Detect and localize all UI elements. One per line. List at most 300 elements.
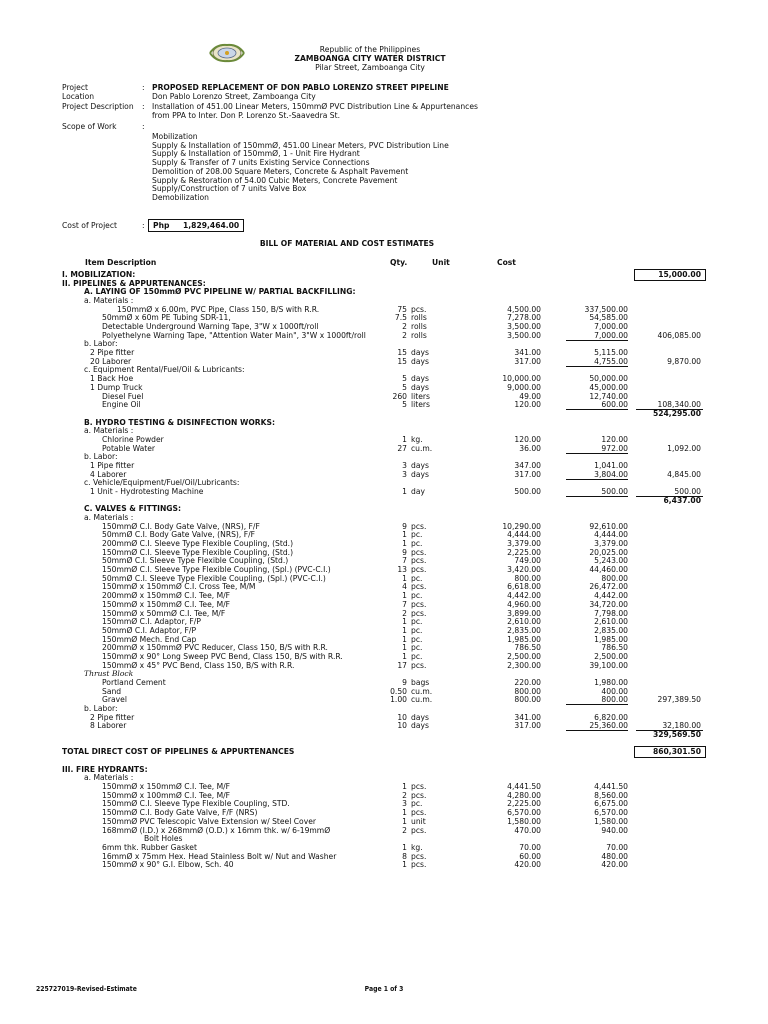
- row-description: 1 Dump Truck: [90, 382, 143, 392]
- row-amount: 800.00: [601, 695, 628, 705]
- row-unit: pcs.: [411, 808, 427, 818]
- row-description: 200mmØ x 150mmØ PVC Reducer, Class 150, B/S with R.R.: [102, 643, 328, 653]
- row-unit: days: [411, 348, 429, 358]
- row-amount: 600.00: [601, 400, 628, 410]
- row-quantity: 10: [397, 721, 407, 731]
- row-unit-cost: 341.00: [514, 712, 541, 722]
- agency-address: Pilar Street, Zamboanga City: [315, 63, 425, 72]
- row-amount: 2,610.00: [594, 617, 628, 627]
- row-amount: 420.00: [601, 860, 628, 870]
- row-unit-cost: 2,300.00: [507, 660, 541, 670]
- row-quantity: 260: [392, 391, 407, 401]
- row-unit-cost: 3,379.00: [507, 539, 541, 549]
- row-unit-cost: 10,000.00: [502, 374, 541, 384]
- amount-underline: [566, 730, 628, 731]
- row-unit: pcs.: [411, 851, 427, 861]
- row-quantity: 1: [402, 782, 407, 792]
- scope-item: Supply & Transfer of 7 units Existing Service Connections: [152, 158, 370, 168]
- row-amount: 3,804.00: [594, 469, 628, 479]
- row-amount: 92,610.00: [589, 521, 628, 531]
- row-quantity: 1: [402, 617, 407, 627]
- project-value: PROPOSED REPLACEMENT OF DON PABLO LORENZO STREET PIPELINE: [152, 83, 449, 92]
- row-unit: rolls: [411, 313, 427, 323]
- row-unit-cost: 786.50: [514, 643, 541, 653]
- row-amount: 1,041.00: [594, 460, 628, 470]
- row-amount: 4,442.00: [594, 591, 628, 601]
- row-description: 2 Pipe fitter: [90, 348, 135, 358]
- row-description: Gravel: [102, 695, 127, 705]
- row-unit-cost: 341.00: [514, 348, 541, 358]
- row-quantity: 1: [402, 651, 407, 661]
- row-description: 1 Unit - Hydrotesting Machine: [90, 487, 204, 496]
- subtotal-box: [634, 746, 706, 758]
- row-quantity: 10: [397, 712, 407, 722]
- row-amount: 972.00: [601, 443, 628, 453]
- row-unit-cost: 470.00: [514, 825, 541, 835]
- row-quantity: 1: [402, 591, 407, 601]
- row-quantity: 17: [397, 660, 407, 670]
- colon: :: [142, 83, 145, 92]
- row-description: Engine Oil: [102, 400, 141, 410]
- row-unit: cu.m.: [411, 443, 433, 453]
- scope-item: Demobilization: [152, 192, 209, 202]
- row-unit-cost: 4,444.00: [507, 530, 541, 540]
- row-quantity: 1: [402, 573, 407, 583]
- row-amount: 50,000.00: [589, 374, 628, 384]
- amount-underline: [566, 409, 628, 410]
- row-unit: pc.: [411, 617, 423, 627]
- amount-underline: [566, 366, 628, 367]
- row-unit-cost: 1,985.00: [507, 634, 541, 644]
- row-quantity: 1: [402, 625, 407, 635]
- row-amount: 20,025.00: [589, 547, 628, 557]
- row-amount: 120.00: [601, 434, 628, 444]
- row-description: 1 Back Hoe: [90, 374, 134, 384]
- cost-label: Cost of Project: [62, 221, 118, 230]
- row-description: a. Materials :: [84, 773, 134, 783]
- row-unit: pcs.: [411, 547, 427, 557]
- row-unit-cost: 800.00: [514, 686, 541, 696]
- row-amount: 786.50: [601, 643, 628, 653]
- row-unit-cost: 800.00: [514, 573, 541, 583]
- row-amount: 2,835.00: [594, 625, 628, 635]
- row-unit: pc.: [411, 573, 423, 583]
- row-amount: 39,100.00: [589, 660, 628, 670]
- row-description: 150mmØ x 150mmØ C.I. Cross Tee, M/M: [102, 582, 256, 592]
- row-description: 150mmØ C.I. Sleeve Type Flexible Coupling, (Std.): [102, 547, 294, 557]
- row-description: 150mmØ C.I. Sleeve Type Flexible Coupling, STD.: [102, 799, 290, 809]
- project-label: Project: [62, 83, 88, 92]
- row-description: Thrust Block: [84, 669, 134, 679]
- row-amount: 70.00: [606, 842, 628, 852]
- col-head-unit: Unit: [432, 258, 450, 267]
- row-unit-cost: 220.00: [514, 677, 541, 687]
- row-unit-cost: 4,960.00: [507, 599, 541, 609]
- row-description: I. MOBILIZATION:: [62, 270, 136, 279]
- row-description: III. FIRE HYDRANTS:: [62, 764, 148, 774]
- row-description: A. LAYING OF 150mmØ PVC PIPELINE W/ PARTIAL BACKFILLING:: [84, 287, 356, 297]
- row-quantity: 2: [402, 330, 407, 340]
- row-unit: pcs.: [411, 608, 427, 618]
- row-unit-cost: 4,442.00: [507, 591, 541, 601]
- row-description: 50mmØ x 60m PE Tubing SDR-11,: [102, 313, 231, 323]
- row-description: c. Vehicle/Equipment/Fuel/Oil/Lubricants:: [84, 478, 240, 488]
- row-quantity: 1: [402, 434, 407, 444]
- row-amount: 1,580.00: [594, 816, 628, 826]
- row-description: 150mmØ x 6.00m, PVC Pipe, Class 150, B/S with R.R.: [117, 304, 320, 314]
- colon: :: [142, 122, 145, 131]
- row-unit-cost: 6,570.00: [507, 808, 541, 818]
- scope-item: Supply & Installation of 150mmØ, 1 - Unit Fire Hydrant: [152, 149, 360, 159]
- row-unit-cost: 3,500.00: [507, 322, 541, 332]
- row-unit: pc.: [411, 634, 423, 644]
- row-unit: days: [411, 460, 429, 470]
- row-amount: 6,675.00: [594, 799, 628, 809]
- row-unit-cost: 3,420.00: [507, 565, 541, 575]
- row-quantity: 3: [402, 460, 407, 470]
- row-amount: 12,740.00: [589, 391, 628, 401]
- row-unit: pc.: [411, 643, 423, 653]
- row-quantity: 9: [402, 677, 407, 687]
- row-unit: pcs.: [411, 521, 427, 531]
- row-quantity: 75: [397, 304, 407, 314]
- row-quantity: 2: [402, 322, 407, 332]
- row-quantity: 1: [402, 842, 407, 852]
- row-amount: 4,441.50: [594, 782, 628, 792]
- row-subtotal: 108,340.00: [657, 400, 701, 410]
- row-unit: pcs.: [411, 782, 427, 792]
- subtotal-box: [634, 269, 706, 281]
- row-unit-cost: 3,899.00: [507, 608, 541, 618]
- row-amount: 500.00: [601, 487, 628, 496]
- row-description: Bolt Holes: [144, 834, 183, 844]
- col-head-item: Item Description: [85, 258, 157, 267]
- scope-item: Supply & Restoration of 54.00 Cubic Meters, Concrete Pavement: [152, 175, 398, 185]
- amount-underline: [566, 496, 628, 497]
- row-amount: 337,500.00: [584, 304, 628, 314]
- project-cost-value: 1,829,464.00: [183, 221, 240, 230]
- row-amount: 7,000.00: [594, 330, 628, 340]
- row-unit-cost: 6,618.00: [507, 582, 541, 592]
- scope-item: Supply/Construction of 7 units Valve Box: [152, 184, 307, 194]
- amount-underline: [566, 340, 628, 341]
- row-unit-cost: 347.00: [514, 460, 541, 470]
- row-unit-cost: 120.00: [514, 400, 541, 410]
- row-unit: kg.: [411, 842, 423, 852]
- scope-item: Demolition of 208.00 Square Meters, Concrete & Asphalt Pavement: [152, 166, 409, 176]
- row-unit: liters: [411, 400, 430, 410]
- row-quantity: 1: [402, 808, 407, 818]
- row-amount: 7,798.00: [594, 608, 628, 618]
- table-title: BILL OF MATERIAL AND COST ESTIMATES: [259, 239, 435, 248]
- row-subtotal: 297,389.50: [657, 695, 701, 705]
- republic-line: Republic of the Philippines: [319, 45, 421, 54]
- amount-underline: [566, 479, 628, 480]
- footer-document-id: 225727019-Revised-Estimate: [36, 985, 137, 993]
- row-amount: 1,980.00: [594, 677, 628, 687]
- row-unit-cost: 70.00: [519, 842, 541, 852]
- row-quantity: 1: [402, 530, 407, 540]
- row-unit: day: [411, 487, 425, 496]
- footer-page-number: Page 1 of 3: [364, 985, 404, 993]
- row-unit-cost: 120.00: [514, 434, 541, 444]
- row-unit: rolls: [411, 330, 427, 340]
- row-unit: unit: [411, 816, 426, 826]
- row-unit-cost: 49.00: [519, 391, 541, 401]
- description-value-line2: from PPA to Inter. Don P. Lorenzo St.-Saavedra St.: [152, 111, 340, 120]
- row-subtotal: 15,000.00: [658, 270, 701, 279]
- row-quantity: 5: [402, 374, 407, 384]
- row-quantity: 1: [402, 634, 407, 644]
- row-amount: 3,379.00: [594, 539, 628, 549]
- row-quantity: 15: [397, 356, 407, 366]
- row-amount: 4,444.00: [594, 530, 628, 540]
- row-description: 50mmØ C.I. Sleeve Type Flexible Coupling, (Std.): [102, 556, 289, 566]
- row-description: c. Equipment Rental/Fuel/Oil & Lubricants:: [84, 365, 245, 375]
- row-unit: days: [411, 356, 429, 366]
- row-description: 2 Pipe fitter: [90, 712, 135, 722]
- row-amount: 400.00: [601, 686, 628, 696]
- row-description: a. Materials :: [84, 513, 134, 523]
- row-unit: pcs.: [411, 660, 427, 670]
- row-quantity: 7: [402, 599, 407, 609]
- row-subtotal: 9,870.00: [667, 356, 701, 366]
- row-quantity: 1: [402, 860, 407, 870]
- row-unit: rolls: [411, 322, 427, 332]
- row-quantity: 1: [402, 643, 407, 653]
- row-subtotal: 500.00: [674, 487, 701, 496]
- row-amount: 940.00: [601, 825, 628, 835]
- row-amount: 7,000.00: [594, 322, 628, 332]
- row-unit: pc.: [411, 539, 423, 549]
- row-unit: pcs.: [411, 565, 427, 575]
- row-unit-cost: 2,610.00: [507, 617, 541, 627]
- row-amount: 4,755.00: [594, 356, 628, 366]
- row-quantity: 15: [397, 348, 407, 358]
- row-quantity: 9: [402, 547, 407, 557]
- description-label: Project Description: [62, 102, 134, 111]
- row-unit: days: [411, 721, 429, 731]
- row-amount: 45,000.00: [589, 382, 628, 392]
- row-unit-cost: 1,580.00: [507, 816, 541, 826]
- row-quantity: 13: [397, 565, 407, 575]
- row-quantity: 5: [402, 382, 407, 392]
- row-amount: 1,985.00: [594, 634, 628, 644]
- row-unit-cost: 317.00: [514, 469, 541, 479]
- row-description: II. PIPELINES & APPURTENANCES:: [62, 278, 206, 288]
- row-unit-cost: 317.00: [514, 721, 541, 731]
- row-amount: 5,115.00: [594, 348, 628, 358]
- row-amount: 6,820.00: [594, 712, 628, 722]
- row-description: 150mmØ x 45° PVC Bend, Class 150, B/S with R.R.: [102, 660, 295, 670]
- row-unit-cost: 500.00: [514, 487, 541, 496]
- row-subtotal: 6,437.00: [663, 495, 701, 505]
- row-description: Portland Cement: [102, 677, 166, 687]
- row-amount: 5,243.00: [594, 556, 628, 566]
- location-value: Don Pablo Lorenzo Street, Zamboanga City: [152, 92, 316, 101]
- row-description: Diesel Fuel: [102, 391, 144, 401]
- row-description: 8 Laborer: [90, 721, 127, 731]
- row-quantity: 4: [402, 582, 407, 592]
- zcwd-seal-logo: [208, 42, 246, 64]
- amount-underline: [566, 704, 628, 705]
- row-description: 50mmØ C.I. Adaptor, F/P: [102, 625, 197, 635]
- row-subtotal: 524,295.00: [652, 408, 701, 418]
- row-unit: days: [411, 712, 429, 722]
- row-unit-cost: 36.00: [519, 443, 541, 453]
- row-unit: bags: [411, 677, 430, 687]
- row-unit: pc.: [411, 625, 423, 635]
- row-description: 16mmØ x 75mm Hex. Head Stainless Bolt w/ Nut and Washer: [102, 851, 337, 861]
- row-unit: pcs.: [411, 304, 427, 314]
- row-quantity: 3: [402, 799, 407, 809]
- row-description: 150mmØ C.I. Body Gate Valve, F/F (NRS): [102, 808, 258, 818]
- row-subtotal: 329,569.50: [652, 730, 701, 740]
- row-amount: 800.00: [601, 573, 628, 583]
- row-quantity: 9: [402, 521, 407, 531]
- row-quantity: 7: [402, 556, 407, 566]
- row-subtotal: 32,180.00: [662, 721, 701, 731]
- row-description: 150mmØ C.I. Body Gate Valve, (NRS), F/F: [102, 521, 260, 531]
- row-subtotal: 860,301.50: [652, 747, 701, 757]
- row-description: 168mmØ (I.D.) x 268mmØ (O.D.) x 16mm thk. w/ 6-19mmØ: [102, 825, 331, 835]
- row-description: 200mmØ x 150mmØ C.I. Tee, M/F: [102, 591, 231, 601]
- row-quantity: 0.50: [390, 686, 407, 696]
- row-quantity: 1: [402, 539, 407, 549]
- row-description: 4 Laborer: [90, 469, 127, 479]
- row-unit: cu.m.: [411, 686, 433, 696]
- row-amount: 34,720.00: [589, 599, 628, 609]
- row-unit: cu.m.: [411, 695, 433, 705]
- row-quantity: 8: [402, 851, 407, 861]
- col-head-qty: Qty.: [390, 258, 408, 267]
- row-quantity: 2: [402, 608, 407, 618]
- amount-underline: [566, 453, 628, 454]
- row-unit: pcs.: [411, 582, 427, 592]
- row-unit-cost: 2,225.00: [507, 547, 541, 557]
- row-description: 50mmØ C.I. Body Gate Valve, (NRS), F/F: [102, 530, 256, 540]
- row-quantity: 5: [402, 400, 407, 410]
- row-unit: pcs.: [411, 825, 427, 835]
- row-unit: pc.: [411, 651, 423, 661]
- row-description: 150mmØ x 100mmØ C.I. Tee, M/F: [102, 790, 231, 800]
- cost-currency: Php: [153, 221, 170, 230]
- row-description: 150mmØ C.I. Adaptor, F/P: [102, 617, 201, 627]
- row-description: b. Labor:: [84, 339, 118, 349]
- row-unit-cost: 2,835.00: [507, 625, 541, 635]
- row-amount: 8,560.00: [594, 790, 628, 800]
- row-description: 1 Pipe fitter: [90, 460, 135, 470]
- col-head-cost: Cost: [497, 258, 516, 267]
- row-unit-cost: 4,500.00: [507, 304, 541, 314]
- row-amount: 2,500.00: [594, 651, 628, 661]
- row-description: a. Materials :: [84, 426, 134, 436]
- row-quantity: 2: [402, 790, 407, 800]
- row-description: 50mmØ C.I. Sleeve Type Flexible Coupling, (Spl.) (PVC-C.I.): [102, 573, 326, 583]
- description-value-line1: Installation of 451.00 Linear Meters, 150mmØ PVC Distribution Line & Appurtenances: [152, 102, 478, 111]
- row-unit: pc.: [411, 799, 423, 809]
- row-unit-cost: 60.00: [519, 851, 541, 861]
- row-unit-cost: 749.00: [514, 556, 541, 566]
- row-unit: pcs.: [411, 556, 427, 566]
- row-unit-cost: 2,225.00: [507, 799, 541, 809]
- row-description: Chlorine Powder: [102, 434, 164, 444]
- row-unit: days: [411, 382, 429, 392]
- row-quantity: 1.00: [390, 695, 407, 705]
- row-description: Potable Water: [102, 443, 156, 453]
- row-description: TOTAL DIRECT COST OF PIPELINES & APPURTENANCES: [62, 747, 295, 757]
- row-description: 20 Laborer: [90, 356, 132, 366]
- row-unit: pc.: [411, 591, 423, 601]
- row-unit-cost: 9,000.00: [507, 382, 541, 392]
- row-subtotal: 1,092.00: [667, 443, 701, 453]
- row-amount: 44,460.00: [589, 565, 628, 575]
- row-amount: 480.00: [601, 851, 628, 861]
- row-subtotal: 406,085.00: [657, 330, 701, 340]
- row-description: 150mmØ x 150mmØ C.I. Tee, M/F: [102, 782, 231, 792]
- row-description: C. VALVES & FITTINGS:: [84, 504, 182, 514]
- scope-label: Scope of Work: [62, 122, 117, 131]
- row-description: b. Labor:: [84, 452, 118, 462]
- row-quantity: 2: [402, 825, 407, 835]
- row-amount: 26,472.00: [589, 582, 628, 592]
- row-unit-cost: 317.00: [514, 356, 541, 366]
- row-description: 150mmØ x 90° Long Sweep PVC Bend, Class 150, B/S with R.R.: [102, 651, 343, 661]
- row-description: 150mmØ C.I. Sleeve Type Flexible Coupling, (Spl.) (PVC-C.I.): [102, 565, 331, 575]
- row-unit: pcs.: [411, 860, 427, 870]
- row-unit-cost: 800.00: [514, 695, 541, 705]
- row-unit-cost: 4,441.50: [507, 782, 541, 792]
- row-description: 150mmØ PVC Telescopic Valve Extension w/ Steel Cover: [102, 816, 316, 826]
- row-description: a. Materials :: [84, 296, 134, 306]
- row-quantity: 1: [402, 487, 407, 496]
- colon: :: [142, 221, 145, 230]
- row-description: Polyethelyne Warning Tape, "Attention Water Main", 3"W x 1000ft/roll: [102, 330, 366, 340]
- row-unit: kg.: [411, 434, 423, 444]
- row-unit: liters: [411, 391, 430, 401]
- row-description: Sand: [102, 686, 122, 696]
- scope-item: Supply & Installation of 150mmØ, 451.00 Linear Meters, PVC Distribution Line: [152, 140, 449, 150]
- location-label: Location: [62, 92, 95, 101]
- row-amount: 6,570.00: [594, 808, 628, 818]
- row-unit: days: [411, 469, 429, 479]
- row-unit-cost: 7,278.00: [507, 313, 541, 323]
- row-unit: days: [411, 374, 429, 384]
- row-description: 150mmØ x 150mmØ C.I. Tee, M/F: [102, 599, 231, 609]
- row-description: 200mmØ C.I. Sleeve Type Flexible Coupling, (Std.): [102, 539, 294, 549]
- row-description: B. HYDRO TESTING & DISINFECTION WORKS:: [84, 417, 276, 427]
- row-quantity: 1: [402, 816, 407, 826]
- row-amount: 25,360.00: [589, 721, 628, 731]
- row-description: Detectable Underground Warning Tape, 3"W x 1000ft/roll: [102, 322, 319, 332]
- colon: :: [142, 102, 145, 111]
- row-unit-cost: 420.00: [514, 860, 541, 870]
- row-unit-cost: 4,280.00: [507, 790, 541, 800]
- row-amount: 54,585.00: [589, 313, 628, 323]
- row-quantity: 7.5: [394, 313, 407, 323]
- row-unit: pcs.: [411, 599, 427, 609]
- row-unit-cost: 3,500.00: [507, 330, 541, 340]
- row-subtotal: 4,845.00: [667, 469, 701, 479]
- row-description: 150mmØ x 50mmØ C.I. Tee, M/F: [102, 608, 226, 618]
- row-description: 6mm thk. Rubber Gasket: [102, 842, 197, 852]
- row-quantity: 3: [402, 469, 407, 479]
- row-description: 150mmØ x 90° G.I. Elbow, Sch. 40: [102, 860, 234, 870]
- row-description: b. Labor:: [84, 704, 118, 713]
- row-unit-cost: 10,290.00: [502, 521, 541, 531]
- row-unit: pcs.: [411, 790, 427, 800]
- row-unit: pc.: [411, 530, 423, 540]
